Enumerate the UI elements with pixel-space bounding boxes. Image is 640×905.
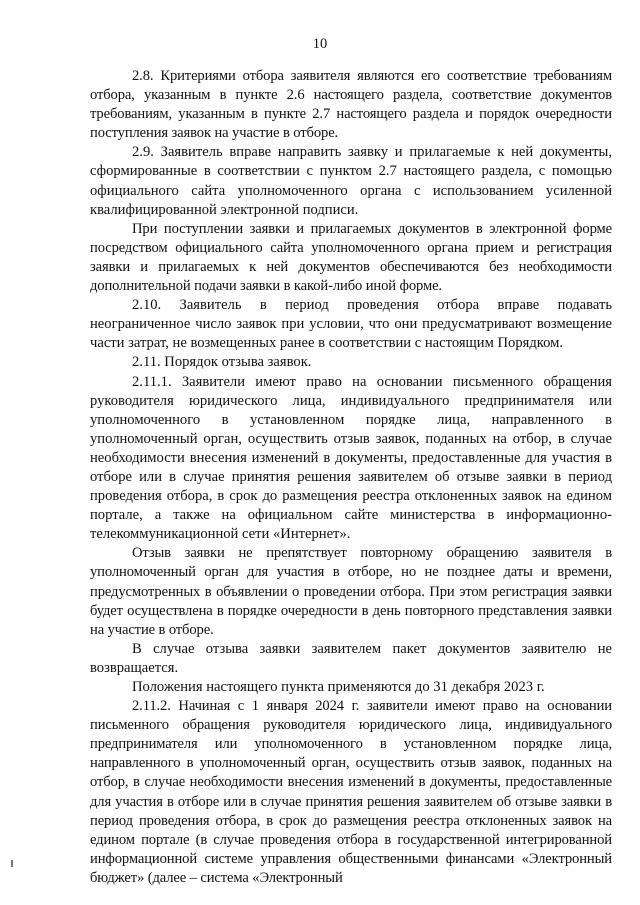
- paragraph-repeat-request: Отзыв заявки не препятствует повторному обращению заявителя в уполномоченный орган для участия в отборе, но не позднее даты и времени, предусмотренных в объявлении о проведении отбора. При этом регистрация заявки будет осуществлена в порядке очередности в день повторного представления заявки на участие в отборе.: [90, 545, 612, 638]
- document-body: [90, 67, 612, 888]
- scan-margin-mark: [11, 860, 13, 867]
- page-number: 10: [312, 36, 328, 52]
- paragraph-2-9: 2.9. Заявитель вправе направить заявку и прилагаемые к ней документы, сформированные в соответствии с пунктом 2.7 настоящего раздела, с помощью официального сайта уполномоченного органа с использованием усиленной квалифицированной электронной подписи.: [90, 144, 612, 218]
- paragraph-2-11-1: 2.11.1. Заявители имеют право на основании письменного обращения руководителя юридического лица, индивидуального предпринимателя или уполномоченного в установленном порядке лица, направленного в уполномоченный орган, осуществить отзыв заявок, поданных на отбор, в случае необходимости внесения изменений в документы, предоставленные для участия в отборе или в случае принятия решения заявителем об отзыве заявки в период проведения отбора, в срок до размещения реестра отклоненных заявок на едином портале, а также на официальном сайте министерства в информационно-телекоммуникационной сети «Интернет».: [90, 373, 612, 543]
- paragraph-electronic-submission: При поступлении заявки и прилагаемых документов в электронной форме посредством официального сайта уполномоченного органа прием и регистрация заявки и прилагаемых к ней документов обеспечиваются без необходимости дополнительной подачи заявки в какой-либо иной форме.: [90, 220, 612, 295]
- paragraph-2-8: 2.8. Критериями отбора заявителя являются его соответствие требованиям отбора, указанным в пункте 2.6 настоящего раздела, соответствие документов требованиям, указанным в пункте 2.7 настоящего раздела и порядок очередности поступления заявок на участие в отборе.: [90, 68, 612, 142]
- paragraph-2-11-2: 2.11.2. Начиная с 1 января 2024 г. заявители имеют право на основании письменного обращения руководителя юридического лица, индивидуального предпринимателя или уполномоченного в установленном порядке лица, направленного в уполномоченный орган, осуществить отзыв заявок, поданных на отбор, в случае необходимости внесения изменений в документы, предоставленные для участия в отборе или в случае принятия решения заявителем об отзыве заявки в период проведения отбора, в срок до размещения реестра отклоненных заявок на едином портале (в случае проведения отбора в государственной интегрированной информационной системе управления общественными финансами «Электронный бюджет» (далее – система «Электронный: [90, 698, 612, 886]
- paragraph-2-10: 2.10. Заявитель в период проведения отбора вправе подавать неограниченное число заявок при условии, что они предусматривают возмещение части затрат, не возмещенных ранее в соответствии с настоящим Порядком.: [90, 297, 612, 352]
- paragraph-2-11: 2.11. Порядок отзыва заявок.: [132, 354, 312, 371]
- paragraph-documents-not-returned: В случае отзыва заявки заявителем пакет документов заявителю не возвращается.: [90, 640, 612, 676]
- paragraph-validity-2023: Положения настоящего пункта применяются до 31 декабря 2023 г.: [132, 679, 545, 695]
